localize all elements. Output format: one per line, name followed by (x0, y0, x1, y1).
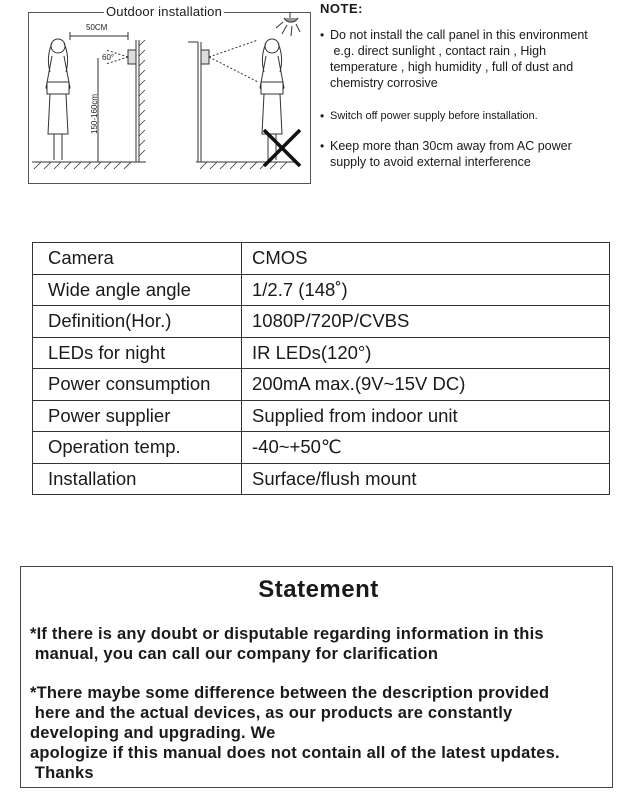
distance-label: 50CM (86, 23, 108, 32)
spec-label: LEDs for night (33, 337, 242, 369)
spec-label: Installation (33, 463, 242, 495)
spec-value: Supplied from indoor unit (242, 400, 610, 432)
note-item-environment: • Do not install the call panel in this environment e.g. direct sunlight , contact rain , High temperature , high humidity , full of dust and chemistry corrosive (320, 28, 588, 90)
spec-label: Operation temp. (33, 432, 242, 464)
installation-diagram (28, 12, 311, 184)
spec-label: Wide angle angle (33, 274, 242, 306)
spec-value: IR LEDs(120°) (242, 337, 610, 369)
spec-value: -40~+50℃ (242, 432, 610, 464)
installation-title: Outdoor installation (106, 4, 223, 19)
spec-label: Camera (33, 243, 242, 275)
spec-value: 200mA max.(9V~15V DC) (242, 369, 610, 401)
note-item-ac-distance: • Keep more than 30cm away from AC power supply to avoid external interference (320, 139, 572, 169)
spec-value: Surface/flush mount (242, 463, 610, 495)
statement-line: developing and upgrading. We (30, 724, 276, 742)
statement-line: Thanks (30, 764, 94, 782)
bullet-icon: • (320, 139, 325, 153)
statement-line: manual, you can call our company for clarification (30, 645, 439, 663)
angle-label: 60° (102, 53, 115, 62)
statement-line: apologize if this manual does not contain all of the latest updates. (30, 744, 560, 762)
table-row (33, 463, 610, 495)
spec-label: Power consumption (33, 369, 242, 401)
table-row (33, 274, 610, 306)
table-row (33, 400, 610, 432)
table-row (33, 432, 610, 464)
table-row (33, 243, 610, 275)
spec-value: CMOS (242, 243, 610, 275)
spec-value: 1/2.7 (148˚) (242, 274, 610, 306)
spec-label: Power supplier (33, 400, 242, 432)
statement-line: *There maybe some difference between the description provided (30, 684, 550, 702)
spec-table (32, 242, 610, 495)
statement-title: Statement (258, 576, 379, 603)
spec-label: Definition(Hor.) (33, 306, 242, 338)
bullet-icon: • (320, 28, 325, 42)
table-row (33, 306, 610, 338)
prohibited-cross-icon (264, 130, 300, 166)
table-row (33, 369, 610, 401)
statement-line: here and the actual devices, as our products are constantly (30, 704, 513, 722)
height-label: 150-160cm (90, 93, 99, 134)
note-item-power: • Switch off power supply before installation. (320, 109, 538, 123)
note-title: NOTE: (320, 1, 363, 16)
bullet-icon: • (320, 109, 325, 123)
spec-value: 1080P/720P/CVBS (242, 306, 610, 338)
table-row (33, 337, 610, 369)
statement-line: *If there is any doubt or disputable regarding information in this (30, 625, 544, 643)
